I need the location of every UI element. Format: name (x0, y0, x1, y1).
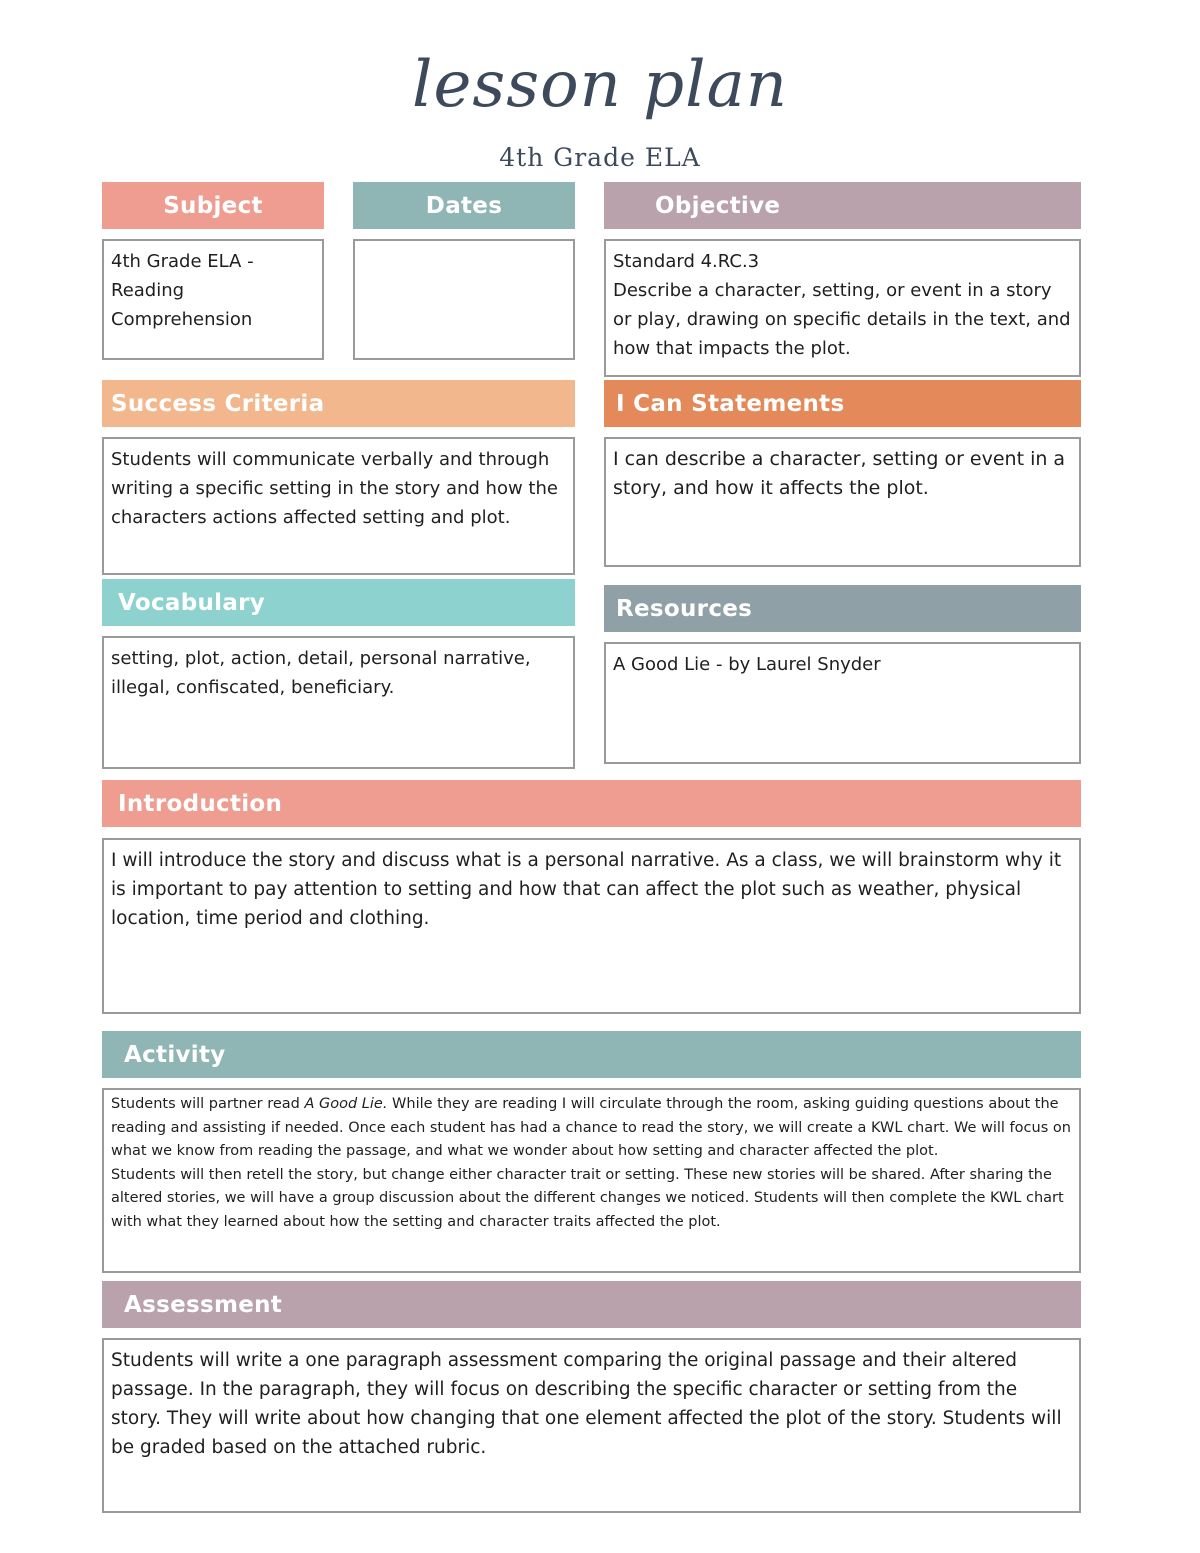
resources-text: A Good Lie - by Laurel Snyder (604, 642, 1081, 764)
resources-header: Resources (604, 585, 1081, 632)
objective-box (604, 239, 1081, 377)
i-can-text: I can describe a character, setting or event in a story, and how it affects the plot. (604, 437, 1081, 567)
book-title: A Good Lie. (304, 1096, 388, 1112)
vocabulary-header: Vocabulary (102, 579, 575, 626)
subject-line: Comprehension (111, 309, 253, 330)
success-criteria-header: Success Criteria (102, 380, 575, 427)
activity-paragraph-1: Students will partner read A Good Lie. While they are reading I will circulate through the room, asking guiding questions about the reading and assisting if needed. Once each student has had a chance to read the story, we will create a KWL chart. We will focus on what we know from reading the passage, and what we wonder about how setting and character affected the plot. (111, 1096, 1071, 1159)
dates-box (353, 239, 575, 360)
dates-header: Dates (353, 182, 575, 229)
vocabulary-text: setting, plot, action, detail, personal narrative, illegal, confiscated, beneficiary. (102, 636, 575, 769)
introduction-text: I will introduce the story and discuss what is a personal narrative. As a class, we will brainstorm why it is important to pay attention to setting and how that can affect the plot such as weather, physical location, time period and clothing. (102, 838, 1081, 1014)
subject-line: 4th Grade ELA - (111, 251, 254, 272)
subject-line: Reading (111, 280, 185, 301)
objective-standard: Standard 4.RC.3 (613, 251, 760, 272)
page-title: lesson plan (412, 48, 788, 122)
assessment-text: Students will write a one paragraph assessment comparing the original passage and their altered passage. In the paragraph, they will focus on describing the specific character or setting from the story. They will write about how changing that one element affected the plot of the story. Students will be graded based on the attached rubric. (102, 1338, 1081, 1513)
activity-paragraph-2: Students will then retell the story, but change either character trait or setting. These new stories will be shared. After sharing the altered stories, we will have a group discussion about the different changes we noticed. Students will then complete the KWL chart with what they learned about how the setting and character traits affected the plot. (111, 1166, 1064, 1230)
page-subtitle: 4th Grade ELA (499, 143, 701, 172)
subject-box (102, 239, 324, 360)
activity-box (102, 1088, 1081, 1273)
introduction-header: Introduction (102, 780, 1081, 827)
activity-header: Activity (102, 1031, 1081, 1078)
assessment-header: Assessment (102, 1281, 1081, 1328)
success-criteria-text: Students will communicate verbally and through writing a specific setting in the story and how the characters actions affected setting and plot. (102, 437, 575, 575)
i-can-header: I Can Statements (604, 380, 1081, 427)
objective-text: Describe a character, setting, or event in a story or play, drawing on specific details in the text, and how that impacts the plot. (613, 280, 1071, 359)
subject-header: Subject (102, 182, 324, 229)
objective-header: Objective (604, 182, 1081, 229)
